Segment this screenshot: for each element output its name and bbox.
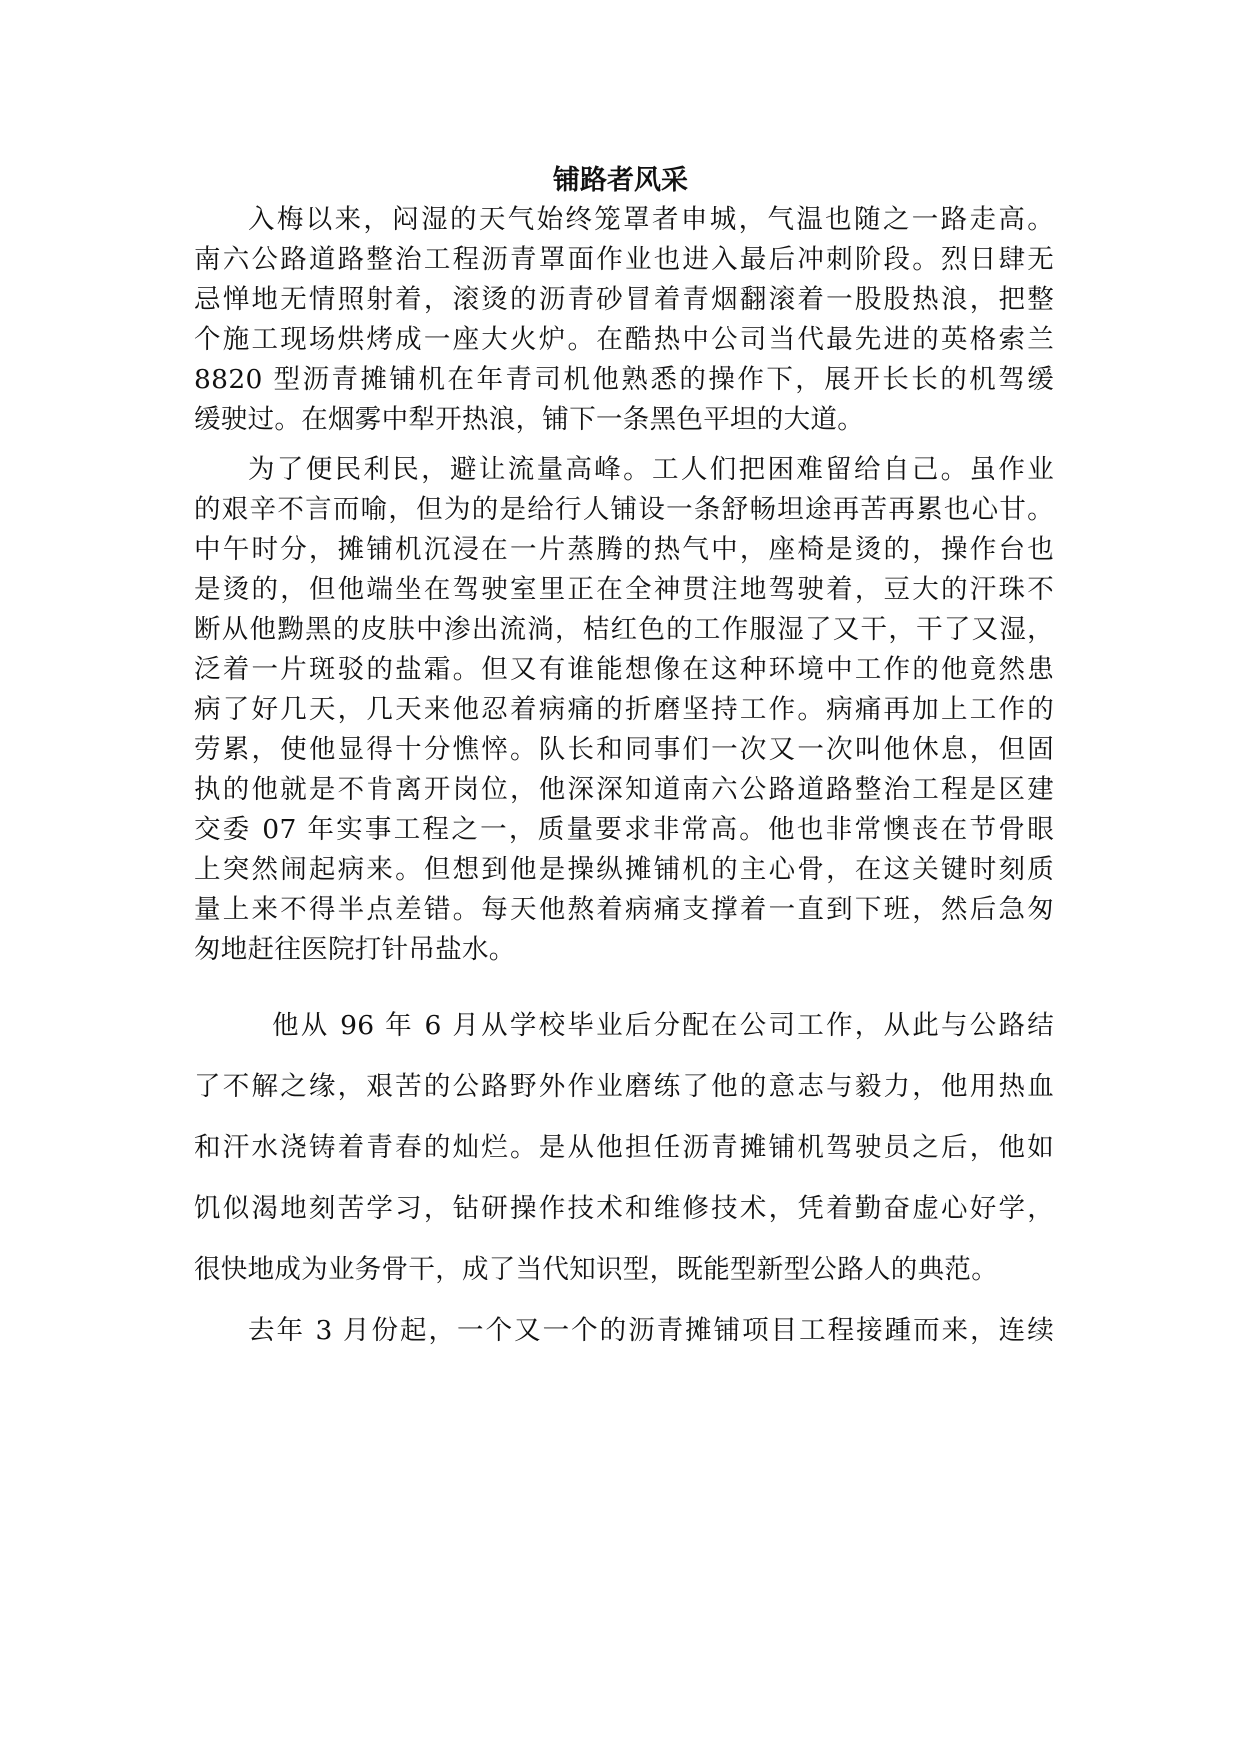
paragraph-2-line-2: 的艰辛不言而喻，但为的是给行人铺设一条舒畅坦途再苦再累也心甘。 (194, 494, 1054, 525)
paragraph-1-line-4: 个施工现场烘烤成一座大火炉。在酷热中公司当代最先进的英格索兰 (194, 324, 1054, 355)
paragraph-3-line-1: 他从 96 年 6 月从学校毕业后分配在公司工作，从此与公路结 (272, 1010, 1054, 1041)
paragraph-3-line-3: 和汗水浇铸着青春的灿烂。是从他担任沥青摊铺机驾驶员之后，他如 (194, 1132, 1054, 1163)
paragraph-1-line-2: 南六公路道路整治工程沥青罩面作业也进入最后冲刺阶段。烈日肆无 (194, 244, 1054, 275)
paragraph-1-line-6: 缓驶过。在烟雾中犁开热浪，铺下一条黑色平坦的大道。 (194, 404, 864, 435)
paragraph-1-line-3: 忌惮地无情照射着，滚烫的沥青砂冒着青烟翻滚着一股股热浪，把整 (194, 284, 1054, 315)
paragraph-3-line-2: 了不解之缘，艰苦的公路野外作业磨练了他的意志与毅力，他用热血 (194, 1071, 1054, 1102)
paragraph-1-line-5: 8820 型沥青摊铺机在年青司机他熟悉的操作下，展开长长的机驾缓 (194, 364, 1054, 395)
paragraph-2-line-8: 劳累，使他显得十分憔悴。队长和同事们一次又一次叫他休息，但固 (194, 734, 1054, 765)
paragraph-2-line-3: 中午时分，摊铺机沉浸在一片蒸腾的热气中，座椅是烫的，操作台也 (194, 534, 1054, 565)
paragraph-2-line-13: 匆地赶往医院打针吊盐水。 (194, 934, 516, 965)
paragraph-2-line-6: 泛着一片斑驳的盐霜。但又有谁能想像在这种环境中工作的他竟然患 (194, 654, 1054, 685)
paragraph-2-line-11: 上突然闹起病来。但想到他是操纵摊铺机的主心骨，在这关键时刻质 (194, 854, 1054, 885)
document-title: 铺路者风采 (553, 165, 688, 196)
paragraph-2-line-5: 断从他黝黑的皮肤中渗出流淌，桔红色的工作服湿了又干，干了又湿， (194, 614, 1054, 645)
paragraph-2-line-10: 交委 07 年实事工程之一，质量要求非常高。他也非常懊丧在节骨眼 (194, 814, 1054, 845)
paragraph-3-line-5: 很快地成为业务骨干，成了当代知识型，既能型新型公路人的典范。 (194, 1254, 998, 1285)
paragraph-4-line-1: 去年 3 月份起，一个又一个的沥青摊铺项目工程接踵而来，连续 (248, 1315, 1054, 1346)
paragraph-2-line-12: 量上来不得半点差错。每天他熬着病痛支撑着一直到下班，然后急匆 (194, 894, 1054, 925)
paragraph-2-line-7: 病了好几天，几天来他忍着病痛的折磨坚持工作。病痛再加上工作的 (194, 694, 1054, 725)
paragraph-2-line-9: 执的他就是不肯离开岗位，他深深知道南六公路道路整治工程是区建 (194, 774, 1054, 805)
paragraph-2-line-4: 是烫的，但他端坐在驾驶室里正在全神贯注地驾驶着，豆大的汗珠不 (194, 574, 1054, 605)
paragraph-1-line-1: 入梅以来，闷湿的天气始终笼罩者申城，气温也随之一路走高。 (248, 204, 1054, 235)
paragraph-3-line-4: 饥似渴地刻苦学习，钻研操作技术和维修技术，凭着勤奋虚心好学， (194, 1193, 1054, 1224)
paragraph-2-line-1: 为了便民利民，避让流量高峰。工人们把困难留给自己。虽作业 (248, 454, 1054, 485)
